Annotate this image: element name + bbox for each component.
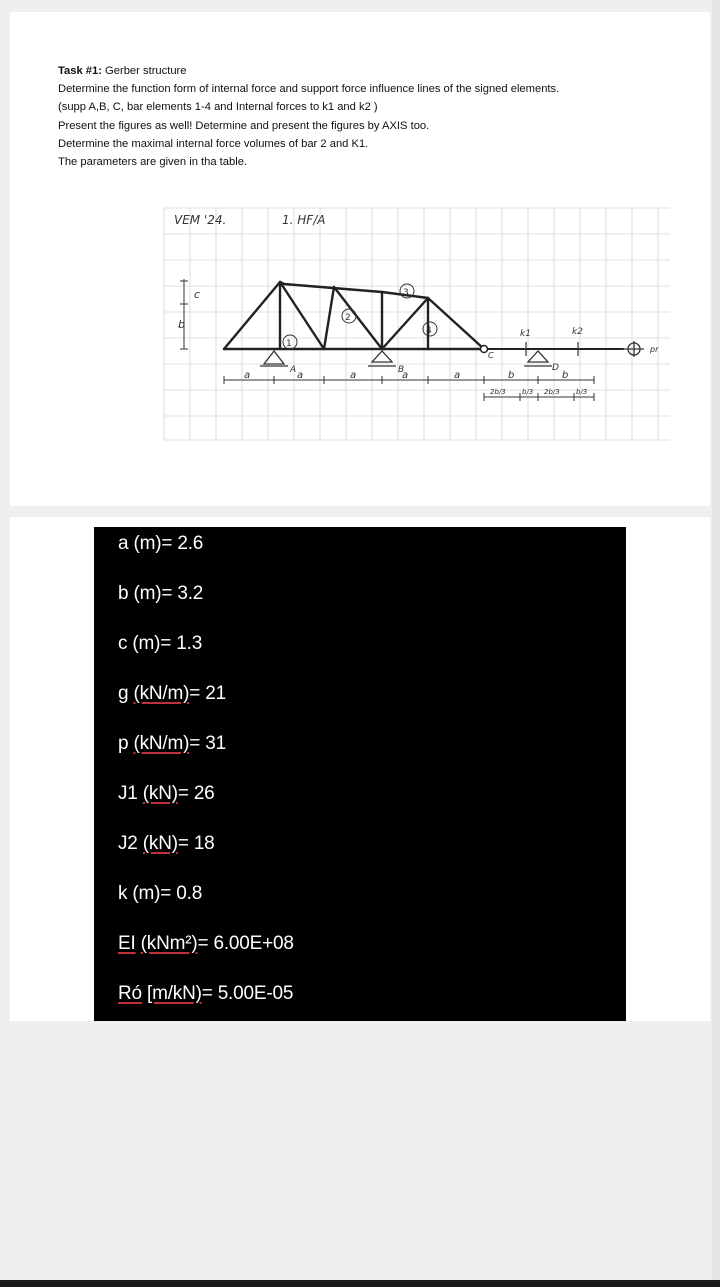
param-name: Ró	[118, 983, 142, 1004]
param-row-ei	[118, 933, 294, 955]
bar-number-2: 2	[345, 313, 351, 323]
task-line: Determine the function form of internal force and support force influence lines of the signed elements.	[58, 83, 560, 96]
hinge-c	[481, 346, 488, 353]
k2-label: k2	[572, 327, 583, 337]
param-row-ro	[118, 983, 293, 1005]
bar-number-3: 3	[403, 288, 409, 298]
frac-b3-1: b/3	[522, 388, 534, 396]
param-unit: (m)	[133, 583, 162, 604]
task-line: The parameters are given in tha table.	[58, 156, 248, 169]
frac-2b3-1: 2b/3	[490, 388, 506, 396]
param-name: p	[118, 733, 129, 754]
param-value: = 0.8	[160, 883, 203, 904]
param-row-a	[118, 533, 203, 555]
param-value: = 21	[189, 683, 226, 704]
support-b-label: B	[398, 365, 405, 375]
support-a	[260, 351, 288, 366]
param-name: J1	[118, 783, 138, 804]
task-title-rest: Gerber structure	[101, 65, 187, 77]
dim-b-2: b	[562, 370, 569, 381]
param-name: EI	[118, 933, 136, 954]
task-line: (supp A,B, C, bar elements 1-4 and Internal forces to k1 and k2 )	[58, 101, 378, 114]
side-dimension	[180, 279, 188, 349]
bar-number-marks	[283, 284, 437, 349]
pr-label: pr	[650, 345, 659, 354]
param-unit: (kN)	[142, 833, 178, 854]
sketch-header-right: 1. HF/A	[282, 213, 326, 227]
dim-c-label: c	[194, 288, 201, 301]
param-row-k	[118, 883, 202, 905]
support-a-label: A	[290, 365, 297, 375]
bottom-bar	[0, 1280, 720, 1287]
load-symbol	[620, 341, 644, 357]
task-line: Determine the maximal internal force volumes of bar 2 and K1.	[58, 137, 369, 150]
right-edge-strip	[712, 0, 720, 1287]
hinge-c-label: C	[488, 351, 494, 360]
param-row-j2	[118, 833, 215, 855]
dim-b-label: b	[178, 318, 185, 331]
param-unit: [m/kN)	[146, 983, 202, 1004]
dim-b-1: b	[508, 370, 515, 381]
frac-2b3-2: 2b/3	[544, 388, 560, 396]
param-value: = 18	[177, 833, 215, 854]
param-row-p	[118, 733, 226, 755]
dimension-line	[224, 376, 594, 384]
param-value: = 1.3	[160, 633, 203, 654]
param-unit: (kN/m)	[133, 733, 190, 754]
dim-a-5: a	[454, 370, 461, 381]
task-line: Present the figures as well! Determine and present the figures by AXIS too.	[58, 119, 430, 132]
param-unit: (kN)	[142, 783, 178, 804]
param-name: g	[118, 683, 129, 704]
support-d-label: D	[552, 363, 559, 373]
param-unit: (kNm²)	[140, 933, 198, 954]
param-name: k	[118, 883, 128, 904]
gerber-structure-sketch	[154, 194, 674, 444]
param-unit: (m)	[133, 533, 162, 554]
param-row-c	[118, 633, 202, 655]
param-value: = 31	[189, 733, 226, 754]
param-value: = 6.00E+08	[197, 933, 294, 954]
truss	[224, 282, 484, 349]
param-name: a	[118, 533, 129, 554]
grid-paper	[164, 208, 670, 440]
bar-number-1: 1	[286, 339, 292, 349]
param-unit: (m)	[132, 883, 161, 904]
param-row-b	[118, 583, 203, 605]
param-row-j1	[118, 783, 215, 805]
frac-b3-2: b/3	[576, 388, 588, 396]
k1-label: k1	[520, 329, 531, 339]
dim-a-4: a	[402, 370, 409, 381]
param-row-g	[118, 683, 226, 705]
sketch-header-left: VEM '24.	[174, 213, 227, 227]
param-name: J2	[118, 833, 138, 854]
param-unit: (kN/m)	[133, 683, 190, 704]
dim-a-2: a	[297, 370, 304, 381]
param-value: = 26	[177, 783, 215, 804]
task-description	[58, 62, 698, 171]
param-name: b	[118, 583, 129, 604]
bar-number-4: 4	[426, 326, 432, 336]
task-title	[58, 62, 698, 80]
parameters-card	[10, 517, 710, 1021]
dim-a-1: a	[244, 370, 251, 381]
task-title-bold: Task #1:	[58, 65, 102, 77]
param-unit: (m)	[132, 633, 161, 654]
param-value: = 2.6	[161, 533, 204, 554]
param-value: = 3.2	[161, 583, 204, 604]
parameters-table	[94, 527, 626, 1021]
param-value: = 5.00E-05	[201, 983, 294, 1004]
param-name: c	[118, 633, 128, 654]
dim-a-3: a	[350, 370, 357, 381]
